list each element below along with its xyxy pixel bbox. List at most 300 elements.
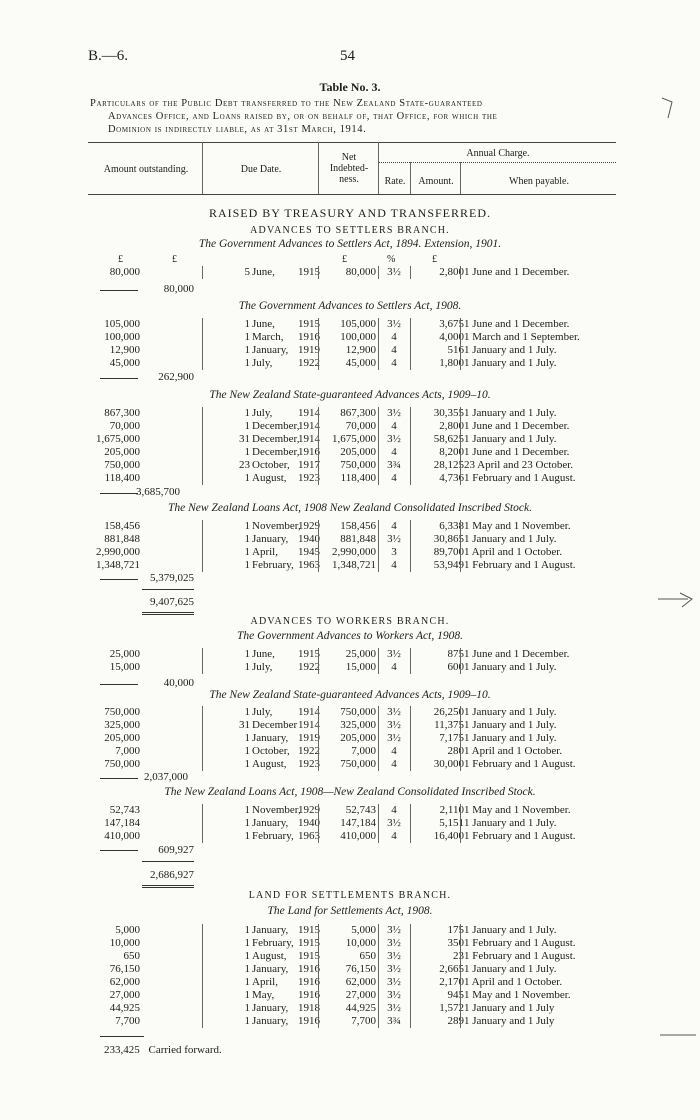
column-rule	[318, 318, 319, 370]
annual-amount-cell: 26,250	[433, 706, 464, 718]
when-payable-cell: 1 January and 1 July.	[464, 817, 557, 829]
due-year-cell: 1919	[298, 344, 320, 356]
due-month-cell: July,	[252, 706, 273, 718]
subtotal-g5: 40,000	[163, 677, 194, 689]
annual-amount-cell: 8,200	[439, 446, 464, 458]
due-year-cell: 1929	[298, 520, 320, 532]
due-year-cell: 1923	[298, 758, 320, 770]
col-due-date: Due Date.	[240, 164, 282, 175]
due-day-cell: 1	[244, 976, 250, 988]
annual-amount-cell: 516	[447, 344, 464, 356]
due-month-cell: February,	[252, 559, 294, 571]
amount-outstanding-cell: 5,000	[115, 924, 140, 936]
act-heading-g3: The New Zealand State-guaranteed Advances Acts, 1909–10.	[209, 389, 491, 401]
table-caption	[90, 97, 620, 136]
net-indebtedness-cell: 15,000	[345, 661, 376, 673]
caption-line-1: Particulars of the Public Debt transferred to the New Zealand State-guaranteed	[90, 98, 483, 109]
pound-symbol: £	[342, 254, 347, 265]
column-rule	[202, 520, 203, 572]
rate-cell: 4	[391, 830, 397, 842]
when-payable-cell: 23 April and 23 October.	[464, 459, 574, 471]
table-row	[0, 745, 700, 758]
table-row	[0, 331, 700, 344]
table-row	[0, 433, 700, 446]
header-divider-4	[410, 162, 411, 194]
column-rule	[202, 706, 203, 771]
annual-amount-cell: 350	[447, 937, 464, 949]
act-heading-g5: The Government Advances to Workers Act, 1908.	[237, 630, 463, 642]
due-year-cell: 1916	[298, 976, 320, 988]
when-payable-cell: 1 February and 1 August.	[464, 758, 576, 770]
rate-cell: 3½	[387, 433, 401, 445]
rate-cell: 3½	[387, 950, 401, 962]
due-day-cell: 1	[244, 648, 250, 660]
act-heading-g1: The Government Advances to Settlers Act, 1894. Extension, 1901.	[198, 238, 502, 250]
when-payable-cell: 1 March and 1 September.	[464, 331, 580, 343]
carried-forward-rule	[100, 1036, 144, 1037]
header-top-rule	[88, 142, 616, 143]
amount-outstanding-cell: 100,000	[104, 331, 140, 343]
annual-amount-cell: 289	[447, 1015, 464, 1027]
total-rule	[142, 861, 194, 862]
table-row	[0, 937, 700, 950]
net-indebtedness-cell: 27,000	[345, 989, 376, 1001]
net-indebtedness-cell: 1,348,721	[332, 559, 376, 571]
table-row	[0, 732, 700, 745]
due-day-cell: 1	[244, 472, 250, 484]
due-day-cell: 1	[244, 661, 250, 673]
rate-cell: 4	[391, 804, 397, 816]
amount-outstanding-cell: 158,456	[104, 520, 140, 532]
due-month-cell: August,	[252, 950, 287, 962]
when-payable-cell: 1 April and 1 October.	[464, 745, 563, 757]
due-year-cell: 1916	[298, 1015, 320, 1027]
due-month-cell: July,	[252, 407, 273, 419]
column-rule	[460, 266, 461, 279]
carried-forward-label: Carried forward.	[148, 1044, 222, 1056]
carried-forward	[104, 1044, 222, 1056]
rate-cell: 3½	[387, 266, 401, 278]
rate-cell: 4	[391, 745, 397, 757]
table-row	[0, 546, 700, 559]
due-month-cell: January,	[252, 732, 289, 744]
column-rule	[460, 804, 461, 843]
branch-settlers-title: ADVANCES TO SETTLERS BRANCH.	[250, 225, 450, 236]
due-year-cell: 1929	[298, 804, 320, 816]
amount-outstanding-cell: 1,348,721	[96, 559, 140, 571]
annual-amount-cell: 11,375	[434, 719, 464, 731]
amount-outstanding-cell: 147,184	[104, 817, 140, 829]
rate-cell: 3¾	[387, 459, 401, 471]
net-indebtedness-cell: 325,000	[340, 719, 376, 731]
margin-arrow	[658, 585, 698, 615]
subtotal-g1: 80,000	[163, 283, 194, 295]
when-payable-cell: 1 January and 1 July.	[464, 706, 557, 718]
column-rule	[318, 648, 319, 674]
rate-cell: 3½	[387, 963, 401, 975]
due-month-cell: August,	[252, 758, 287, 770]
when-payable-cell: 1 February and 1 August.	[464, 472, 576, 484]
subtotal-g4: 5,379,025	[150, 572, 194, 584]
table-row	[0, 559, 700, 572]
when-payable-cell: 1 January and 1 July.	[464, 344, 557, 356]
annual-amount-cell: 280	[447, 745, 464, 757]
due-day-cell: 1	[244, 446, 250, 458]
due-day-cell: 1	[244, 924, 250, 936]
due-year-cell: 1963	[298, 830, 320, 842]
pound-symbol: £	[118, 254, 123, 265]
net-indebtedness-cell: 410,000	[340, 830, 376, 842]
table-row	[0, 648, 700, 661]
due-year-cell: 1914	[298, 433, 320, 445]
col-amount-outstanding: Amount outstanding.	[103, 164, 189, 175]
table-number: Table No. 3.	[319, 80, 381, 94]
due-month-cell: August,	[252, 472, 287, 484]
net-indebtedness-cell: 7,000	[351, 745, 376, 757]
annual-amount-cell: 30,865	[433, 533, 464, 545]
when-payable-cell: 1 January and 1 July.	[464, 719, 557, 731]
net-indebtedness-cell: 52,743	[345, 804, 376, 816]
due-year-cell: 1922	[298, 661, 320, 673]
rate-cell: 4	[391, 446, 397, 458]
rate-cell: 3½	[387, 318, 401, 330]
net-indebtedness-cell: 5,000	[351, 924, 376, 936]
annual-amount-cell: 600	[447, 661, 464, 673]
amount-outstanding-cell: 750,000	[104, 706, 140, 718]
amount-outstanding-cell: 10,000	[109, 937, 140, 949]
annual-amount-cell: 28,125	[433, 459, 464, 471]
due-month-cell: January,	[252, 1002, 289, 1014]
table-row	[0, 357, 700, 370]
due-day-cell: 31	[239, 433, 250, 445]
column-rule	[410, 266, 411, 279]
due-year-cell: 1922	[298, 745, 320, 757]
table-row	[0, 318, 700, 331]
net-indebtedness-cell: 881,848	[340, 533, 376, 545]
rate-cell: 4	[391, 758, 397, 770]
col-rate: Rate.	[384, 176, 406, 187]
due-day-cell: 5	[244, 266, 250, 278]
due-month-cell: October,	[252, 745, 290, 757]
header-divider-1	[202, 142, 203, 194]
column-rule	[460, 407, 461, 485]
rate-cell: 3½	[387, 924, 401, 936]
due-month-cell: July,	[252, 661, 273, 673]
net-indebtedness-cell: 62,000	[345, 976, 376, 988]
col-net-indebtedness: Net Indebted- ness.	[329, 152, 369, 185]
subtotal-g7: 609,927	[158, 844, 194, 856]
carried-forward-amount: 233,425	[104, 1044, 140, 1056]
when-payable-cell: 1 April and 1 October.	[464, 976, 563, 988]
amount-outstanding-cell: 118,400	[104, 472, 140, 484]
due-year-cell: 1916	[298, 989, 320, 1001]
table-row	[0, 1002, 700, 1015]
due-day-cell: 1	[244, 357, 250, 369]
due-day-cell: 1	[244, 533, 250, 545]
table-row	[0, 924, 700, 937]
due-month-cell: January,	[252, 924, 289, 936]
due-month-cell: January,	[252, 344, 289, 356]
rate-cell: 3½	[387, 732, 401, 744]
rate-cell: 3½	[387, 407, 401, 419]
net-indebtedness-cell: 750,000	[340, 758, 376, 770]
annual-amount-cell: 3,675	[439, 318, 464, 330]
due-year-cell: 1914	[298, 706, 320, 718]
due-month-cell: January,	[252, 963, 289, 975]
net-indebtedness-cell: 750,000	[340, 706, 376, 718]
column-rule	[410, 648, 411, 674]
rate-cell: 4	[391, 357, 397, 369]
when-payable-cell: 1 April and 1 October.	[464, 546, 563, 558]
due-month-cell: December,	[252, 446, 300, 458]
percent-symbol: %	[387, 254, 396, 265]
table-row	[0, 758, 700, 771]
column-rule	[378, 648, 379, 674]
annual-amount-cell: 2,170	[439, 976, 464, 988]
net-indebtedness-cell: 25,000	[345, 648, 376, 660]
annual-amount-cell: 1,572	[439, 1002, 464, 1014]
when-payable-cell: 1 January and 1 July.	[464, 963, 557, 975]
table-row	[0, 830, 700, 843]
amount-outstanding-cell: 7,000	[115, 745, 140, 757]
table-row	[0, 950, 700, 963]
rate-cell: 3½	[387, 648, 401, 660]
table-row	[0, 344, 700, 357]
act-heading-g8: The Land for Settlements Act, 1908.	[267, 905, 433, 917]
when-payable-cell: 1 January and 1 July.	[464, 732, 557, 744]
rate-cell: 4	[391, 661, 397, 673]
due-year-cell: 1916	[298, 446, 320, 458]
table-row	[0, 817, 700, 830]
amount-outstanding-cell: 410,000	[104, 830, 140, 842]
due-year-cell: 1918	[298, 1002, 320, 1014]
net-indebtedness-cell: 10,000	[345, 937, 376, 949]
amount-outstanding-cell: 44,925	[109, 1002, 140, 1014]
subtotal-g6: 2,037,000	[144, 771, 188, 783]
rate-cell: 3½	[387, 989, 401, 1001]
due-month-cell: April,	[252, 976, 278, 988]
net-indebtedness-cell: 45,000	[345, 357, 376, 369]
net-indebtedness-cell: 118,400	[340, 472, 376, 484]
rate-cell: 3½	[387, 817, 401, 829]
table-row	[0, 420, 700, 433]
pound-symbol: £	[432, 254, 437, 265]
column-rule	[460, 648, 461, 674]
column-rule	[410, 318, 411, 370]
due-month-cell: November,	[252, 804, 301, 816]
due-month-cell: March,	[252, 331, 284, 343]
table-row	[0, 976, 700, 989]
net-indebtedness-cell: 867,300	[340, 407, 376, 419]
column-rule	[460, 520, 461, 572]
due-day-cell: 1	[244, 963, 250, 975]
annual-amount-cell: 2,665	[439, 963, 464, 975]
due-year-cell: 1919	[298, 732, 320, 744]
due-day-cell: 1	[244, 546, 250, 558]
due-day-cell: 31	[239, 719, 250, 731]
column-rule	[378, 318, 379, 370]
due-day-cell: 1	[244, 732, 250, 744]
annual-amount-cell: 30,000	[433, 758, 464, 770]
column-rule	[378, 924, 379, 1028]
due-year-cell: 1914	[298, 407, 320, 419]
due-year-cell: 1940	[298, 817, 320, 829]
net-indebtedness-cell: 2,990,000	[332, 546, 376, 558]
amount-outstanding-cell: 15,000	[109, 661, 140, 673]
when-payable-cell: 1 January and 1 July	[464, 1002, 555, 1014]
due-month-cell: December	[252, 719, 298, 731]
net-indebtedness-cell: 12,900	[345, 344, 376, 356]
due-year-cell: 1963	[298, 559, 320, 571]
net-indebtedness-cell: 44,925	[345, 1002, 376, 1014]
column-rule	[460, 924, 461, 1028]
margin-mark	[660, 92, 676, 122]
column-rule	[378, 266, 379, 279]
rate-cell: 3½	[387, 533, 401, 545]
due-year-cell: 1915	[298, 318, 320, 330]
due-month-cell: May,	[252, 989, 275, 1001]
amount-outstanding-cell: 205,000	[104, 446, 140, 458]
column-rule	[378, 804, 379, 843]
table-row	[0, 533, 700, 546]
when-payable-cell: 1 January and 1 July	[464, 1015, 555, 1027]
total-double-rule	[142, 885, 194, 888]
due-year-cell: 1940	[298, 533, 320, 545]
net-indebtedness-cell: 7,700	[351, 1015, 376, 1027]
subtotal-g2: 262,900	[158, 371, 194, 383]
branch-workers-title: ADVANCES TO WORKERS BRANCH.	[250, 616, 450, 627]
amount-outstanding-cell: 76,150	[109, 963, 140, 975]
page-number: 54	[340, 48, 355, 64]
due-month-cell: January,	[252, 533, 289, 545]
due-year-cell: 1915	[298, 924, 320, 936]
net-indebtedness-cell: 147,184	[340, 817, 376, 829]
due-year-cell: 1923	[298, 472, 320, 484]
total-workers-branch: 2,686,927	[150, 869, 194, 881]
due-year-cell: 1945	[298, 546, 320, 558]
amount-outstanding-cell: 2,990,000	[96, 546, 140, 558]
due-day-cell: 1	[244, 344, 250, 356]
due-day-cell: 1	[244, 804, 250, 816]
amount-outstanding-cell: 45,000	[109, 357, 140, 369]
due-month-cell: January,	[252, 817, 289, 829]
header-divider-2	[318, 142, 319, 194]
column-rule	[202, 407, 203, 485]
due-month-cell: October,	[252, 459, 290, 471]
amount-outstanding-cell: 325,000	[104, 719, 140, 731]
due-month-cell: February,	[252, 830, 294, 842]
rate-cell: 4	[391, 559, 397, 571]
amount-outstanding-cell: 867,300	[104, 407, 140, 419]
rate-cell: 3¾	[387, 1015, 401, 1027]
column-rule	[202, 266, 203, 279]
due-day-cell: 1	[244, 520, 250, 532]
annual-amount-cell: 89,700	[433, 546, 464, 558]
col-amount: Amount.	[418, 176, 454, 187]
due-month-cell: April,	[252, 546, 278, 558]
rate-cell: 3½	[387, 976, 401, 988]
due-day-cell: 1	[244, 706, 250, 718]
total-rule	[142, 589, 194, 590]
due-month-cell: June,	[252, 648, 275, 660]
column-rule	[202, 648, 203, 674]
annual-amount-cell: 2,800	[439, 420, 464, 432]
due-day-cell: 1	[244, 420, 250, 432]
annual-amount-cell: 23	[453, 950, 464, 962]
amount-outstanding-cell: 62,000	[109, 976, 140, 988]
due-year-cell: 1915	[298, 266, 320, 278]
column-rule	[318, 407, 319, 485]
table-row	[0, 719, 700, 732]
column-rule	[318, 924, 319, 1028]
column-rule	[202, 924, 203, 1028]
rate-cell: 4	[391, 420, 397, 432]
column-rule	[410, 520, 411, 572]
due-year-cell: 1922	[298, 357, 320, 369]
margin-dash	[660, 1030, 700, 1040]
net-indebtedness-cell: 70,000	[345, 420, 376, 432]
when-payable-cell: 1 January and 1 July.	[464, 433, 557, 445]
table-row	[0, 989, 700, 1002]
rate-cell: 4	[391, 472, 397, 484]
net-indebtedness-cell: 105,000	[340, 318, 376, 330]
pound-symbol: £	[172, 254, 177, 265]
caption-line-3: Dominion is indirectly liable, as at 31st March, 1914.	[108, 124, 367, 135]
when-payable-cell: 1 January and 1 July.	[464, 661, 557, 673]
due-day-cell: 1	[244, 937, 250, 949]
column-rule	[460, 706, 461, 771]
column-rule	[202, 318, 203, 370]
amount-outstanding-cell: 52,743	[109, 804, 140, 816]
amount-outstanding-cell: 650	[123, 950, 140, 962]
due-day-cell: 1	[244, 950, 250, 962]
total-settlers-branch: 9,407,625	[150, 596, 194, 608]
due-day-cell: 1	[244, 559, 250, 571]
branch-land-title: LAND FOR SETTLEMENTS BRANCH.	[248, 890, 452, 901]
table-row	[0, 266, 700, 279]
due-day-cell: 1	[244, 745, 250, 757]
annual-amount-cell: 875	[447, 648, 464, 660]
due-day-cell: 1	[244, 1015, 250, 1027]
column-rule	[318, 804, 319, 843]
annual-amount-cell: 945	[447, 989, 464, 1001]
due-month-cell: January,	[252, 1015, 289, 1027]
annual-amount-cell: 175	[447, 924, 464, 936]
when-payable-cell: 1 June and 1 December.	[464, 266, 570, 278]
amount-outstanding-cell: 205,000	[104, 732, 140, 744]
due-day-cell: 1	[244, 318, 250, 330]
rate-cell: 4	[391, 344, 397, 356]
rate-cell: 3	[391, 546, 397, 558]
annual-amount-cell: 30,355	[433, 407, 464, 419]
col-when-payable: When payable.	[509, 176, 569, 187]
act-heading-g6: The New Zealand State-guaranteed Advances Acts, 1909–10.	[209, 689, 491, 701]
caption-line-2: Advances Office, and Loans raised by, or on behalf of, that Office, for which the	[108, 111, 498, 122]
due-month-cell: June,	[252, 266, 275, 278]
table-row	[0, 963, 700, 976]
table-row	[0, 459, 700, 472]
annual-amount-cell: 4,736	[439, 472, 464, 484]
net-indebtedness-cell: 750,000	[340, 459, 376, 471]
due-year-cell: 1914	[298, 420, 320, 432]
net-indebtedness-cell: 158,456	[340, 520, 376, 532]
annual-amount-cell: 58,625	[433, 433, 464, 445]
annual-amount-cell: 6,338	[439, 520, 464, 532]
rate-cell: 3½	[387, 706, 401, 718]
col-annual-charge: Annual Charge.	[466, 148, 530, 159]
due-year-cell: 1916	[298, 331, 320, 343]
column-rule	[318, 706, 319, 771]
